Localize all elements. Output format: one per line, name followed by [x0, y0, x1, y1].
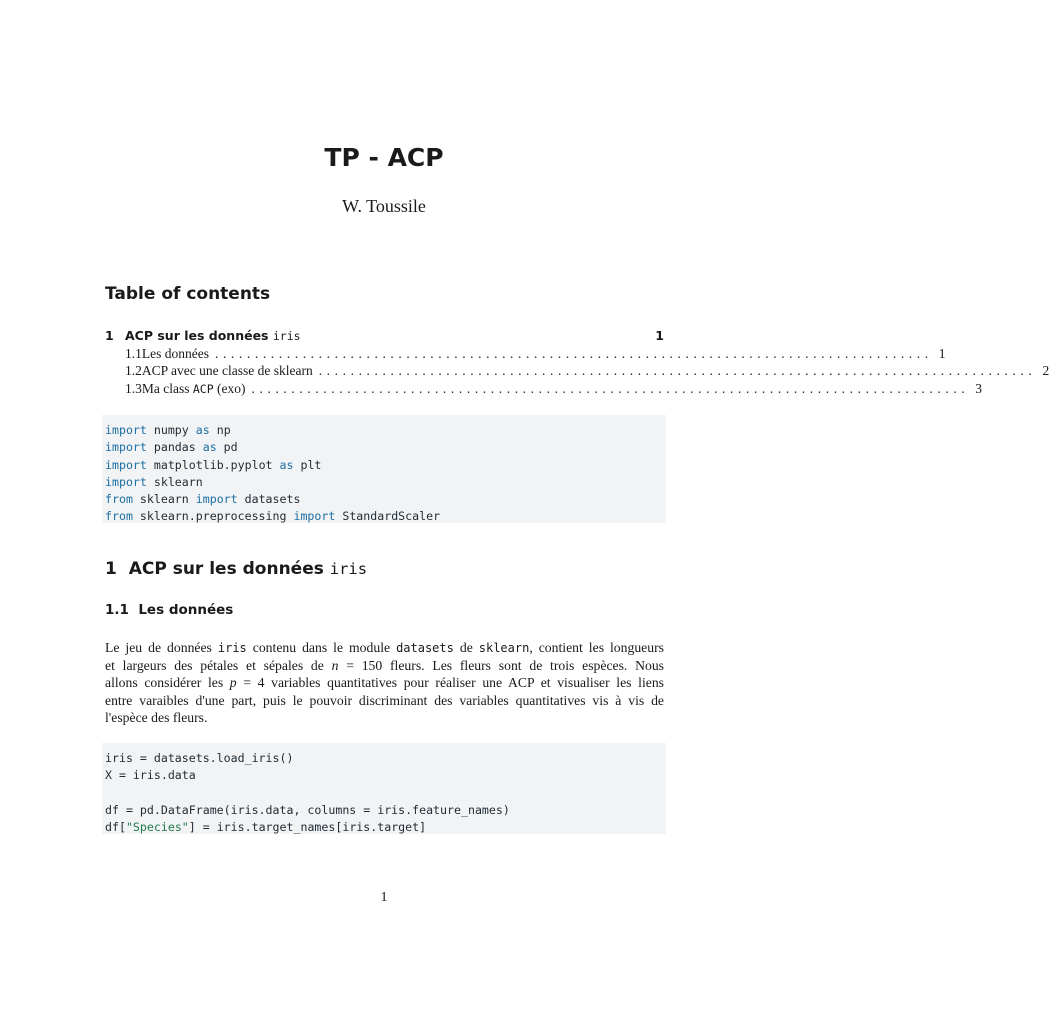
section-number: 1	[105, 559, 117, 579]
toc-entry-number: 1.1	[125, 345, 142, 361]
toc-entry-title: ACP sur les données iris	[125, 328, 301, 343]
toc-entry-1-3[interactable]	[105, 380, 983, 398]
paragraph-line: et largeurs des pétales et sépales de n = 150 fleurs. Les fleurs sont de trois espèces. Nous	[105, 657, 664, 673]
code-block-imports	[102, 415, 666, 523]
code-block-load-data	[102, 743, 666, 834]
code-line	[105, 785, 663, 802]
toc-entry-page: 2	[1042, 363, 1049, 379]
page-number: 1	[380, 890, 388, 905]
toc-entry-title: ACP avec une classe de sklearn	[141, 363, 313, 379]
section-title: ACP sur les données	[128, 559, 330, 579]
section-title-code: iris	[329, 560, 368, 578]
code-line: df["Species"] = iris.target_names[iris.target]	[105, 820, 427, 835]
section-heading	[105, 559, 367, 579]
code-line: X = iris.data	[105, 768, 196, 783]
toc-entry-code: iris	[272, 329, 301, 343]
paragraph-line: entre varaibles d'une part, puis le pouvoir discriminant des variables quantitatives vis à vis de	[105, 692, 664, 708]
toc-entry-1-2[interactable]	[105, 362, 1049, 380]
paragraph-line: Le jeu de données iris contenu dans le module datasets de sklearn, contient les longueurs	[105, 640, 664, 655]
toc-heading: Table of contents	[105, 284, 271, 304]
toc-entry-page: 3	[975, 381, 983, 397]
paragraph-line: allons considérer les p = 4 variables quantitatives pour réaliser une ACP et visualiser les liens	[105, 675, 664, 691]
code-line: import sklearn	[105, 474, 203, 489]
body-paragraph	[105, 639, 664, 727]
toc-entry-title: Les données	[141, 345, 209, 361]
toc-dot-leader: ..........................................................................................	[251, 381, 970, 397]
code-line: iris = datasets.load_iris()	[105, 751, 294, 765]
toc-entry-page: 1	[655, 328, 664, 343]
toc-entry-number: 1	[105, 328, 114, 343]
toc-entry-code: ACP	[192, 382, 214, 397]
code-line: df = pd.DataFrame(iris.data, columns = iris.feature_names)	[105, 802, 510, 817]
code-line: import pandas as pd	[105, 440, 238, 455]
toc-entry-page: 1	[938, 345, 946, 361]
toc-dot-leader: ..........................................................................................	[214, 345, 933, 361]
code-line: from sklearn.preprocessing import StandardScaler	[105, 509, 441, 524]
toc-entry-number: 1.3	[125, 381, 142, 397]
toc-entry-1-1[interactable]	[105, 345, 946, 363]
document-author: W. Toussile	[342, 196, 426, 216]
paragraph-line: l'espèce des fleurs.	[105, 710, 208, 726]
code-line: import matplotlib.pyplot as plt	[105, 457, 322, 472]
subsection-number: 1.1	[105, 602, 129, 618]
code-line: from sklearn import datasets	[105, 492, 301, 507]
code-line: import numpy as np	[105, 423, 231, 437]
toc-entry-number: 1.2	[125, 363, 142, 379]
toc-entry-1[interactable]	[105, 327, 664, 345]
table-of-contents	[105, 327, 1049, 398]
document-title: TP - ACP	[324, 143, 444, 172]
subsection-heading	[105, 602, 233, 618]
toc-entry-title: Ma class ACP (exo)	[141, 381, 246, 397]
subsection-title: Les données	[138, 602, 234, 618]
toc-dot-leader: ..........................................................................................	[318, 363, 1037, 379]
